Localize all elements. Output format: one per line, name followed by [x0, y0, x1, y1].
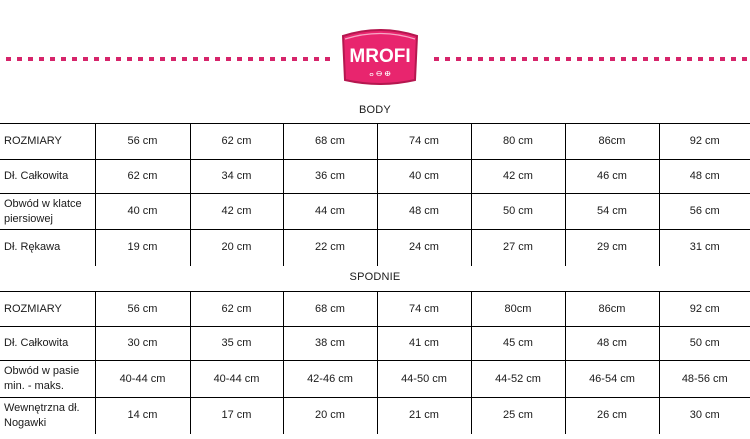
- table-cell: 35 cm: [190, 327, 283, 361]
- divider-dot: [105, 57, 110, 61]
- table-row: [0, 327, 750, 361]
- table-row: [0, 292, 750, 327]
- table-cell: 56 cm: [95, 124, 190, 160]
- divider-dot: [83, 57, 88, 61]
- spodnie-size-table: [0, 291, 750, 434]
- section-title-body: BODY: [359, 104, 391, 116]
- row-label: Obwód w klatce piersiowej: [0, 194, 95, 230]
- table-cell: 45 cm: [471, 327, 565, 361]
- table-cell: 36 cm: [283, 160, 377, 194]
- divider-dot: [434, 57, 439, 61]
- divider-dot: [456, 57, 461, 61]
- table-cell: 46 cm: [565, 160, 659, 194]
- table-cell: 68 cm: [283, 124, 377, 160]
- divider-dot: [566, 57, 571, 61]
- table-cell: 46-54 cm: [565, 361, 659, 398]
- table-row: [0, 230, 750, 266]
- divider-dot: [215, 57, 220, 61]
- divider-dot: [28, 57, 33, 61]
- table-cell: 48-56 cm: [659, 361, 750, 398]
- divider-dot: [248, 57, 253, 61]
- dotted-divider-left: [4, 56, 330, 62]
- table-cell: 48 cm: [659, 160, 750, 194]
- divider-dot: [50, 57, 55, 61]
- divider-dot: [742, 57, 747, 61]
- table-cell: 48 cm: [565, 327, 659, 361]
- divider-dot: [116, 57, 121, 61]
- divider-dot: [445, 57, 450, 61]
- divider-dot: [610, 57, 615, 61]
- section-title-spodnie: SPODNIE: [349, 271, 401, 283]
- divider-dot: [588, 57, 593, 61]
- divider-dot: [237, 57, 242, 61]
- table-cell: 40-44 cm: [95, 361, 190, 398]
- divider-dot: [226, 57, 231, 61]
- divider-dot: [698, 57, 703, 61]
- table-cell: 54 cm: [565, 194, 659, 230]
- divider-dot: [665, 57, 670, 61]
- divider-dot: [654, 57, 659, 61]
- divider-dot: [731, 57, 736, 61]
- table-cell: 27 cm: [471, 230, 565, 266]
- table-cell: 80 cm: [471, 124, 565, 160]
- divider-dot: [467, 57, 472, 61]
- table-cell: 44 cm: [283, 194, 377, 230]
- logo-subtext: ⴰ ⴱ ⴲ: [369, 70, 391, 78]
- row-label: Wewnętrzna dł. Nogawki: [0, 398, 95, 434]
- divider-dot: [303, 57, 308, 61]
- table-cell: 62 cm: [190, 292, 283, 327]
- divider-dot: [709, 57, 714, 61]
- divider-dot: [138, 57, 143, 61]
- table-cell: 68 cm: [283, 292, 377, 327]
- table-cell: 38 cm: [283, 327, 377, 361]
- divider-dot: [259, 57, 264, 61]
- row-label: Dł. Całkowita: [0, 160, 95, 194]
- table-cell: 21 cm: [377, 398, 471, 434]
- table-cell: 42 cm: [190, 194, 283, 230]
- divider-dot: [61, 57, 66, 61]
- table-cell: 20 cm: [283, 398, 377, 434]
- divider-dot: [478, 57, 483, 61]
- table-row: [0, 124, 750, 160]
- table-row: [0, 160, 750, 194]
- divider-dot: [544, 57, 549, 61]
- divider-dot: [182, 57, 187, 61]
- divider-dot: [292, 57, 297, 61]
- body-size-table: [0, 123, 750, 266]
- table-cell: 62 cm: [95, 160, 190, 194]
- divider-dot: [270, 57, 275, 61]
- divider-dot: [94, 57, 99, 61]
- row-label: Obwód w pasie min. - maks.: [0, 361, 95, 398]
- table-cell: 29 cm: [565, 230, 659, 266]
- row-label: ROZMIARY: [0, 124, 95, 160]
- divider-dot: [555, 57, 560, 61]
- table-cell: 17 cm: [190, 398, 283, 434]
- divider-dot: [72, 57, 77, 61]
- table-cell: 40-44 cm: [190, 361, 283, 398]
- dotted-divider-right: [432, 56, 748, 62]
- divider-dot: [489, 57, 494, 61]
- table-cell: 86cm: [565, 124, 659, 160]
- divider-dot: [577, 57, 582, 61]
- divider-dot: [160, 57, 165, 61]
- table-cell: 50 cm: [659, 327, 750, 361]
- table-cell: 56 cm: [659, 194, 750, 230]
- divider-dot: [39, 57, 44, 61]
- table-cell: 92 cm: [659, 292, 750, 327]
- table-cell: 62 cm: [190, 124, 283, 160]
- divider-dot: [193, 57, 198, 61]
- table-cell: 14 cm: [95, 398, 190, 434]
- table-cell: 74 cm: [377, 292, 471, 327]
- table-cell: 86cm: [565, 292, 659, 327]
- divider-dot: [643, 57, 648, 61]
- table-cell: 30 cm: [659, 398, 750, 434]
- table-cell: 80cm: [471, 292, 565, 327]
- table-cell: 40 cm: [377, 160, 471, 194]
- table-cell: 25 cm: [471, 398, 565, 434]
- table-cell: 56 cm: [95, 292, 190, 327]
- header: [0, 0, 750, 96]
- divider-dot: [325, 57, 330, 61]
- logo-text: MROFI: [349, 46, 411, 67]
- table-cell: 31 cm: [659, 230, 750, 266]
- table-cell: 34 cm: [190, 160, 283, 194]
- row-label: Dł. Rękawa: [0, 230, 95, 266]
- table-cell: 26 cm: [565, 398, 659, 434]
- divider-dot: [149, 57, 154, 61]
- row-label: Dł. Całkowita: [0, 327, 95, 361]
- table-cell: 22 cm: [283, 230, 377, 266]
- table-cell: 44-52 cm: [471, 361, 565, 398]
- table-cell: 74 cm: [377, 124, 471, 160]
- table-cell: 42 cm: [471, 160, 565, 194]
- table-cell: 42-46 cm: [283, 361, 377, 398]
- table-cell: 50 cm: [471, 194, 565, 230]
- table-row: [0, 361, 750, 398]
- divider-dot: [687, 57, 692, 61]
- divider-dot: [6, 57, 11, 61]
- divider-dot: [599, 57, 604, 61]
- divider-dot: [171, 57, 176, 61]
- divider-dot: [533, 57, 538, 61]
- divider-dot: [17, 57, 22, 61]
- divider-dot: [676, 57, 681, 61]
- table-cell: 44-50 cm: [377, 361, 471, 398]
- table-cell: 24 cm: [377, 230, 471, 266]
- divider-dot: [621, 57, 626, 61]
- divider-dot: [511, 57, 516, 61]
- divider-dot: [281, 57, 286, 61]
- table-cell: 30 cm: [95, 327, 190, 361]
- table-cell: 48 cm: [377, 194, 471, 230]
- divider-dot: [720, 57, 725, 61]
- row-label: ROZMIARY: [0, 292, 95, 327]
- brand-logo: [337, 22, 423, 90]
- divider-dot: [127, 57, 132, 61]
- table-cell: 20 cm: [190, 230, 283, 266]
- table-cell: 19 cm: [95, 230, 190, 266]
- divider-dot: [522, 57, 527, 61]
- table-cell: 40 cm: [95, 194, 190, 230]
- divider-dot: [314, 57, 319, 61]
- table-cell: 92 cm: [659, 124, 750, 160]
- divider-dot: [204, 57, 209, 61]
- table-row: [0, 194, 750, 230]
- table-row: [0, 398, 750, 434]
- divider-dot: [632, 57, 637, 61]
- table-cell: 41 cm: [377, 327, 471, 361]
- divider-dot: [500, 57, 505, 61]
